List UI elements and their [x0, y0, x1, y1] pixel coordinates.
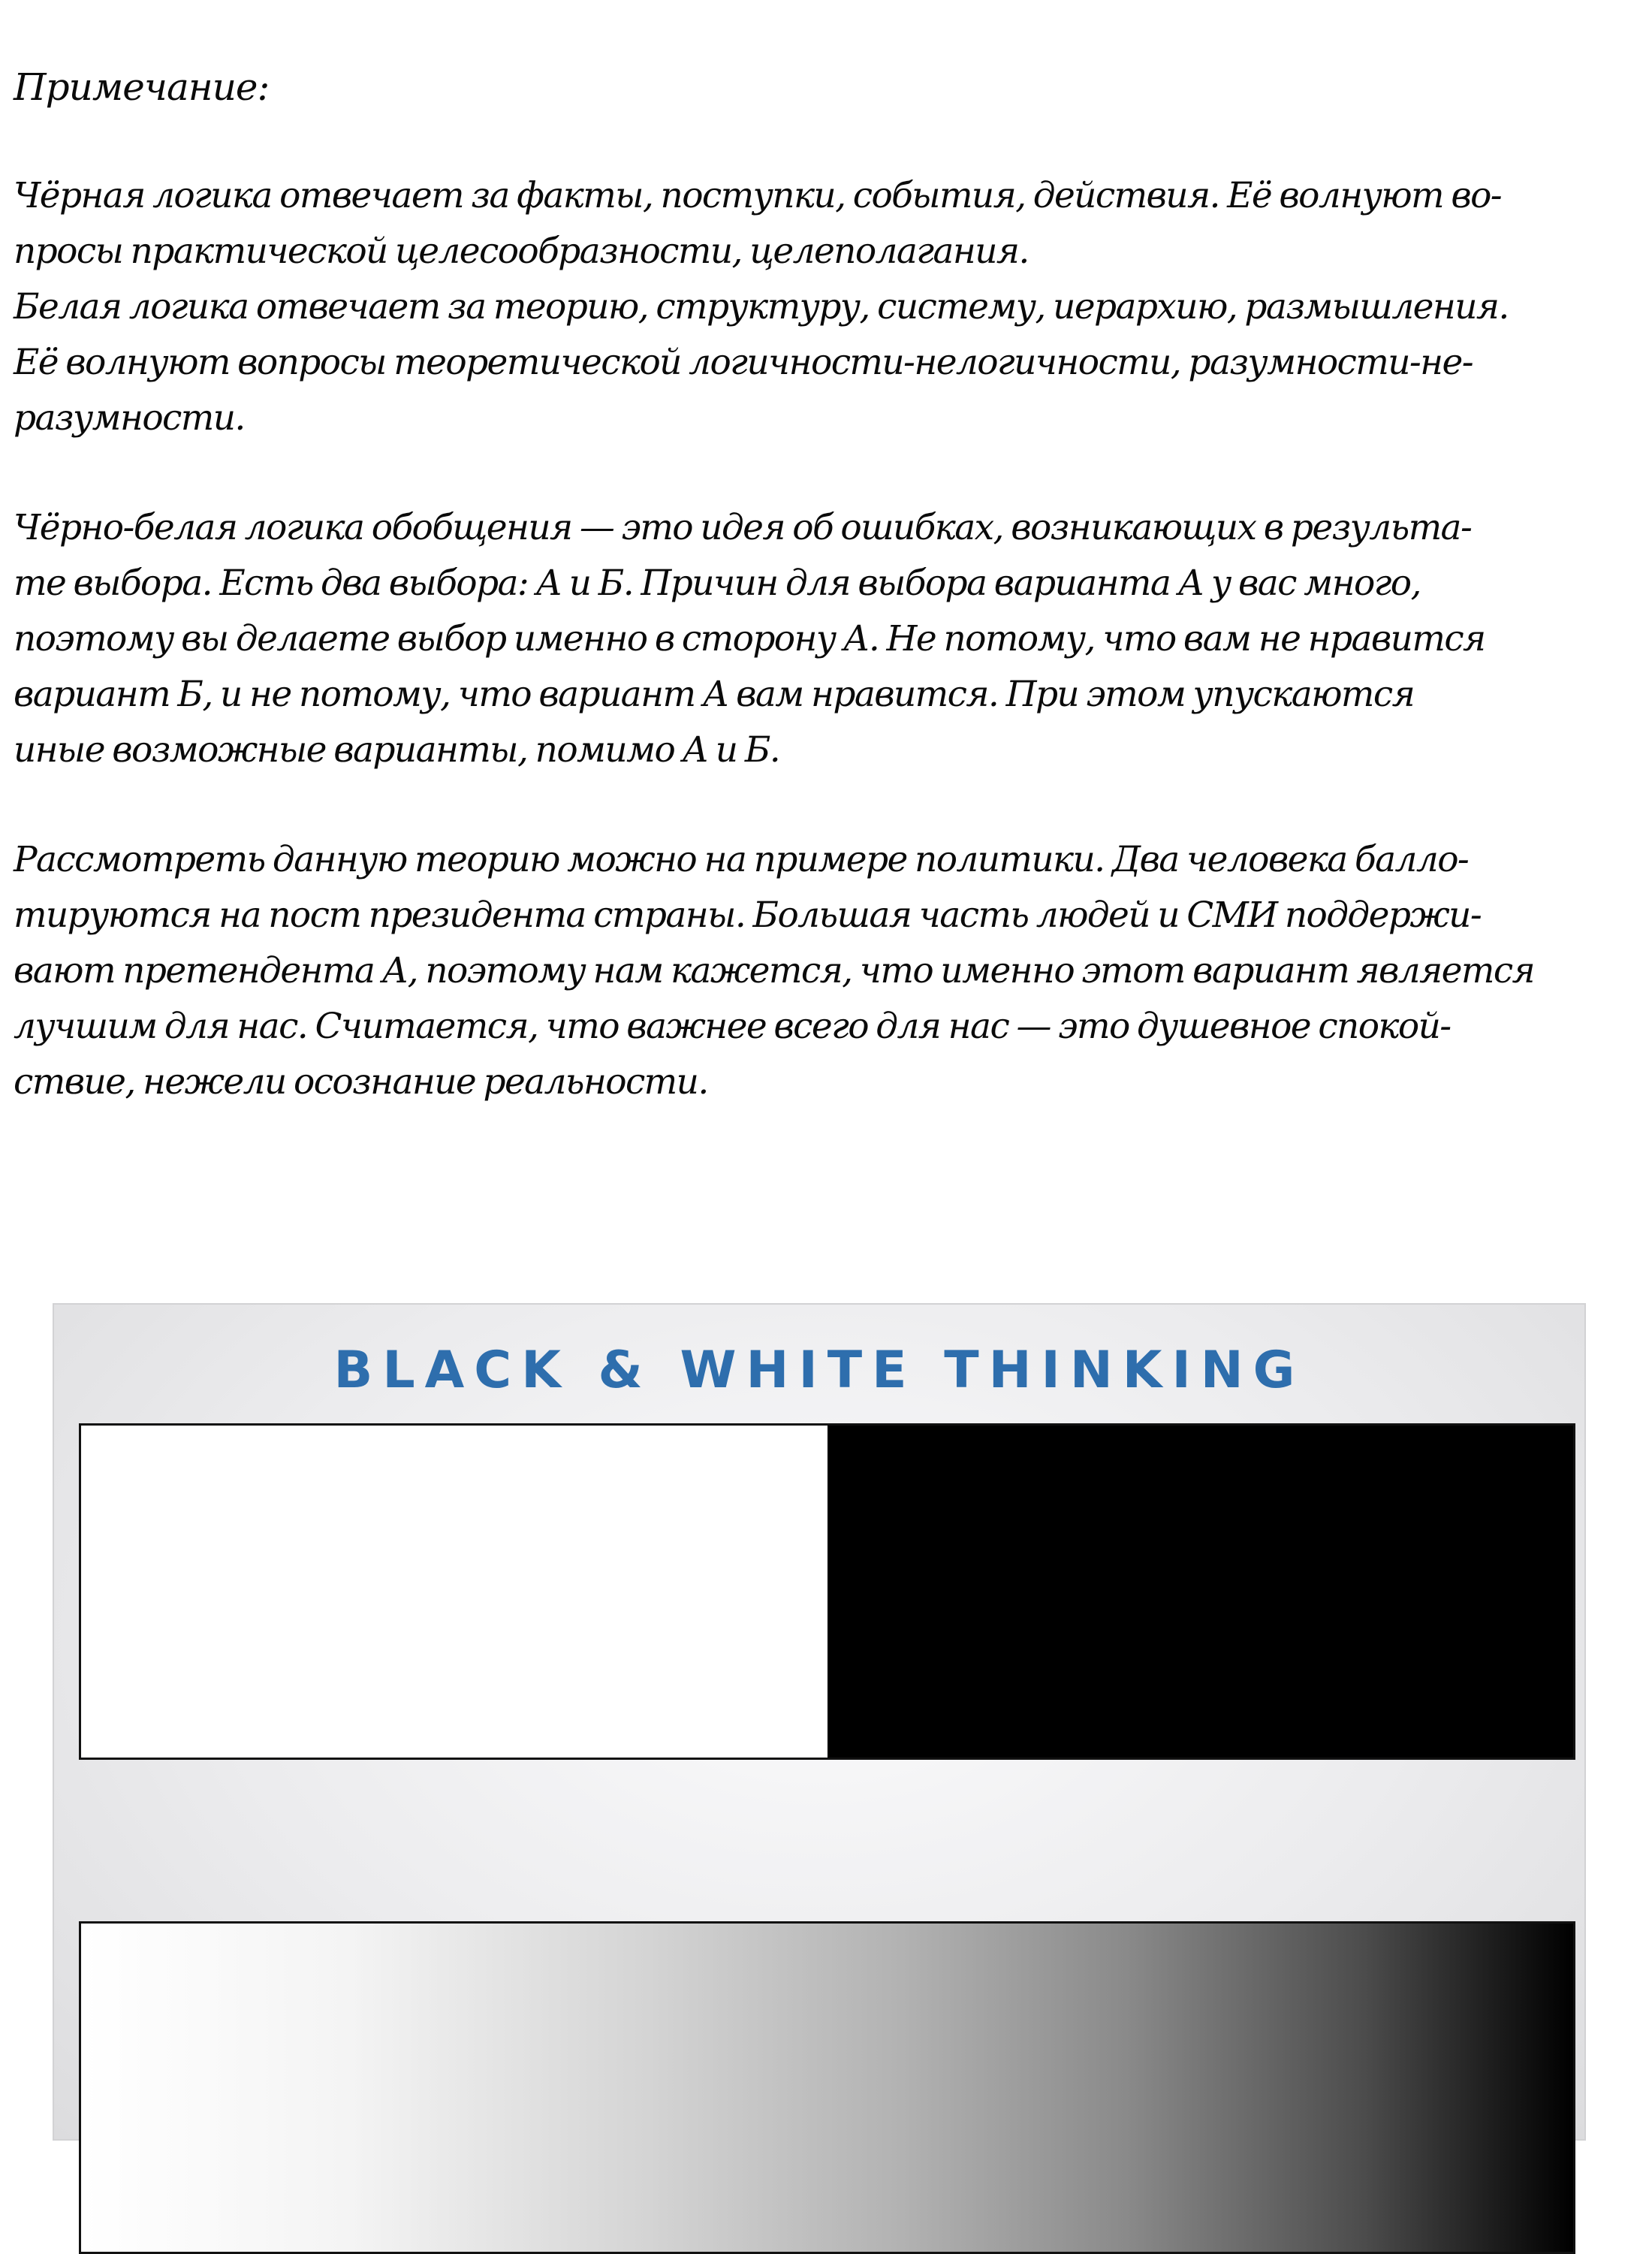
note-paragraphs [14, 168, 1639, 1110]
paragraph-line: Рассмотреть данную теорию можно на примере политики. Два человека балло- [14, 839, 1469, 880]
paragraph-gap [14, 778, 1639, 832]
paragraph-line: Белая логика отвечает за теорию, структуру, систему, иерархию, размышления. [14, 286, 1509, 327]
paragraph [14, 500, 1639, 778]
paragraph-line: те выбора. Есть два выбора: А и Б. Причин для выбора варианта А у вас много, [14, 563, 1421, 604]
paragraph [14, 832, 1639, 1110]
note-heading: Примечание: [14, 65, 270, 109]
paragraph-line: иные возможные варианты, помимо А и Б. [14, 729, 780, 771]
thinking-comparison-figure [53, 1303, 1586, 2141]
paragraph-line: Чёрная логика отвечает за факты, поступки, события, действия. Её волнуют во- [14, 175, 1502, 216]
paragraph-line: Чёрно-белая логика обобщения — это идея об ошибках, возникающих в результа- [14, 507, 1472, 548]
paragraph [14, 168, 1639, 446]
paragraph-line: ствие, нежели осознание реальности. [14, 1061, 708, 1103]
paragraph-line: вариант Б, и не потому, что вариант А вам нравится. При этом упускаются [14, 674, 1415, 715]
note-block [14, 60, 1639, 1110]
black-white-bar [79, 1423, 1575, 1760]
paragraph-line: лучшим для нас. Считается, что важнее всего для нас — это душевное спокой- [14, 1006, 1451, 1047]
black-white-thinking-title: BLACK & WHITE THINKING [333, 1341, 1305, 1400]
paragraph-line: поэтому вы делаете выбор именно в сторону А. Не потому, что вам не нравится [14, 618, 1485, 659]
paragraph-line: просы практической целесообразности, целеполагания. [14, 231, 1029, 272]
paragraph-gap [14, 446, 1639, 500]
paragraph-line: разумности. [14, 397, 245, 439]
critical-thinking-gradient-bar [79, 1921, 1575, 2254]
black-half [828, 1426, 1574, 1758]
paragraph-line: тируются на пост президента страны. Большая часть людей и СМИ поддержи- [14, 895, 1482, 936]
paragraph-line: вают претендента А, поэтому нам кажется, что именно этот вариант является [14, 950, 1535, 991]
paragraph-line: Её волнуют вопросы теоретической логичности-нелогичности, разумности-не- [14, 342, 1473, 383]
